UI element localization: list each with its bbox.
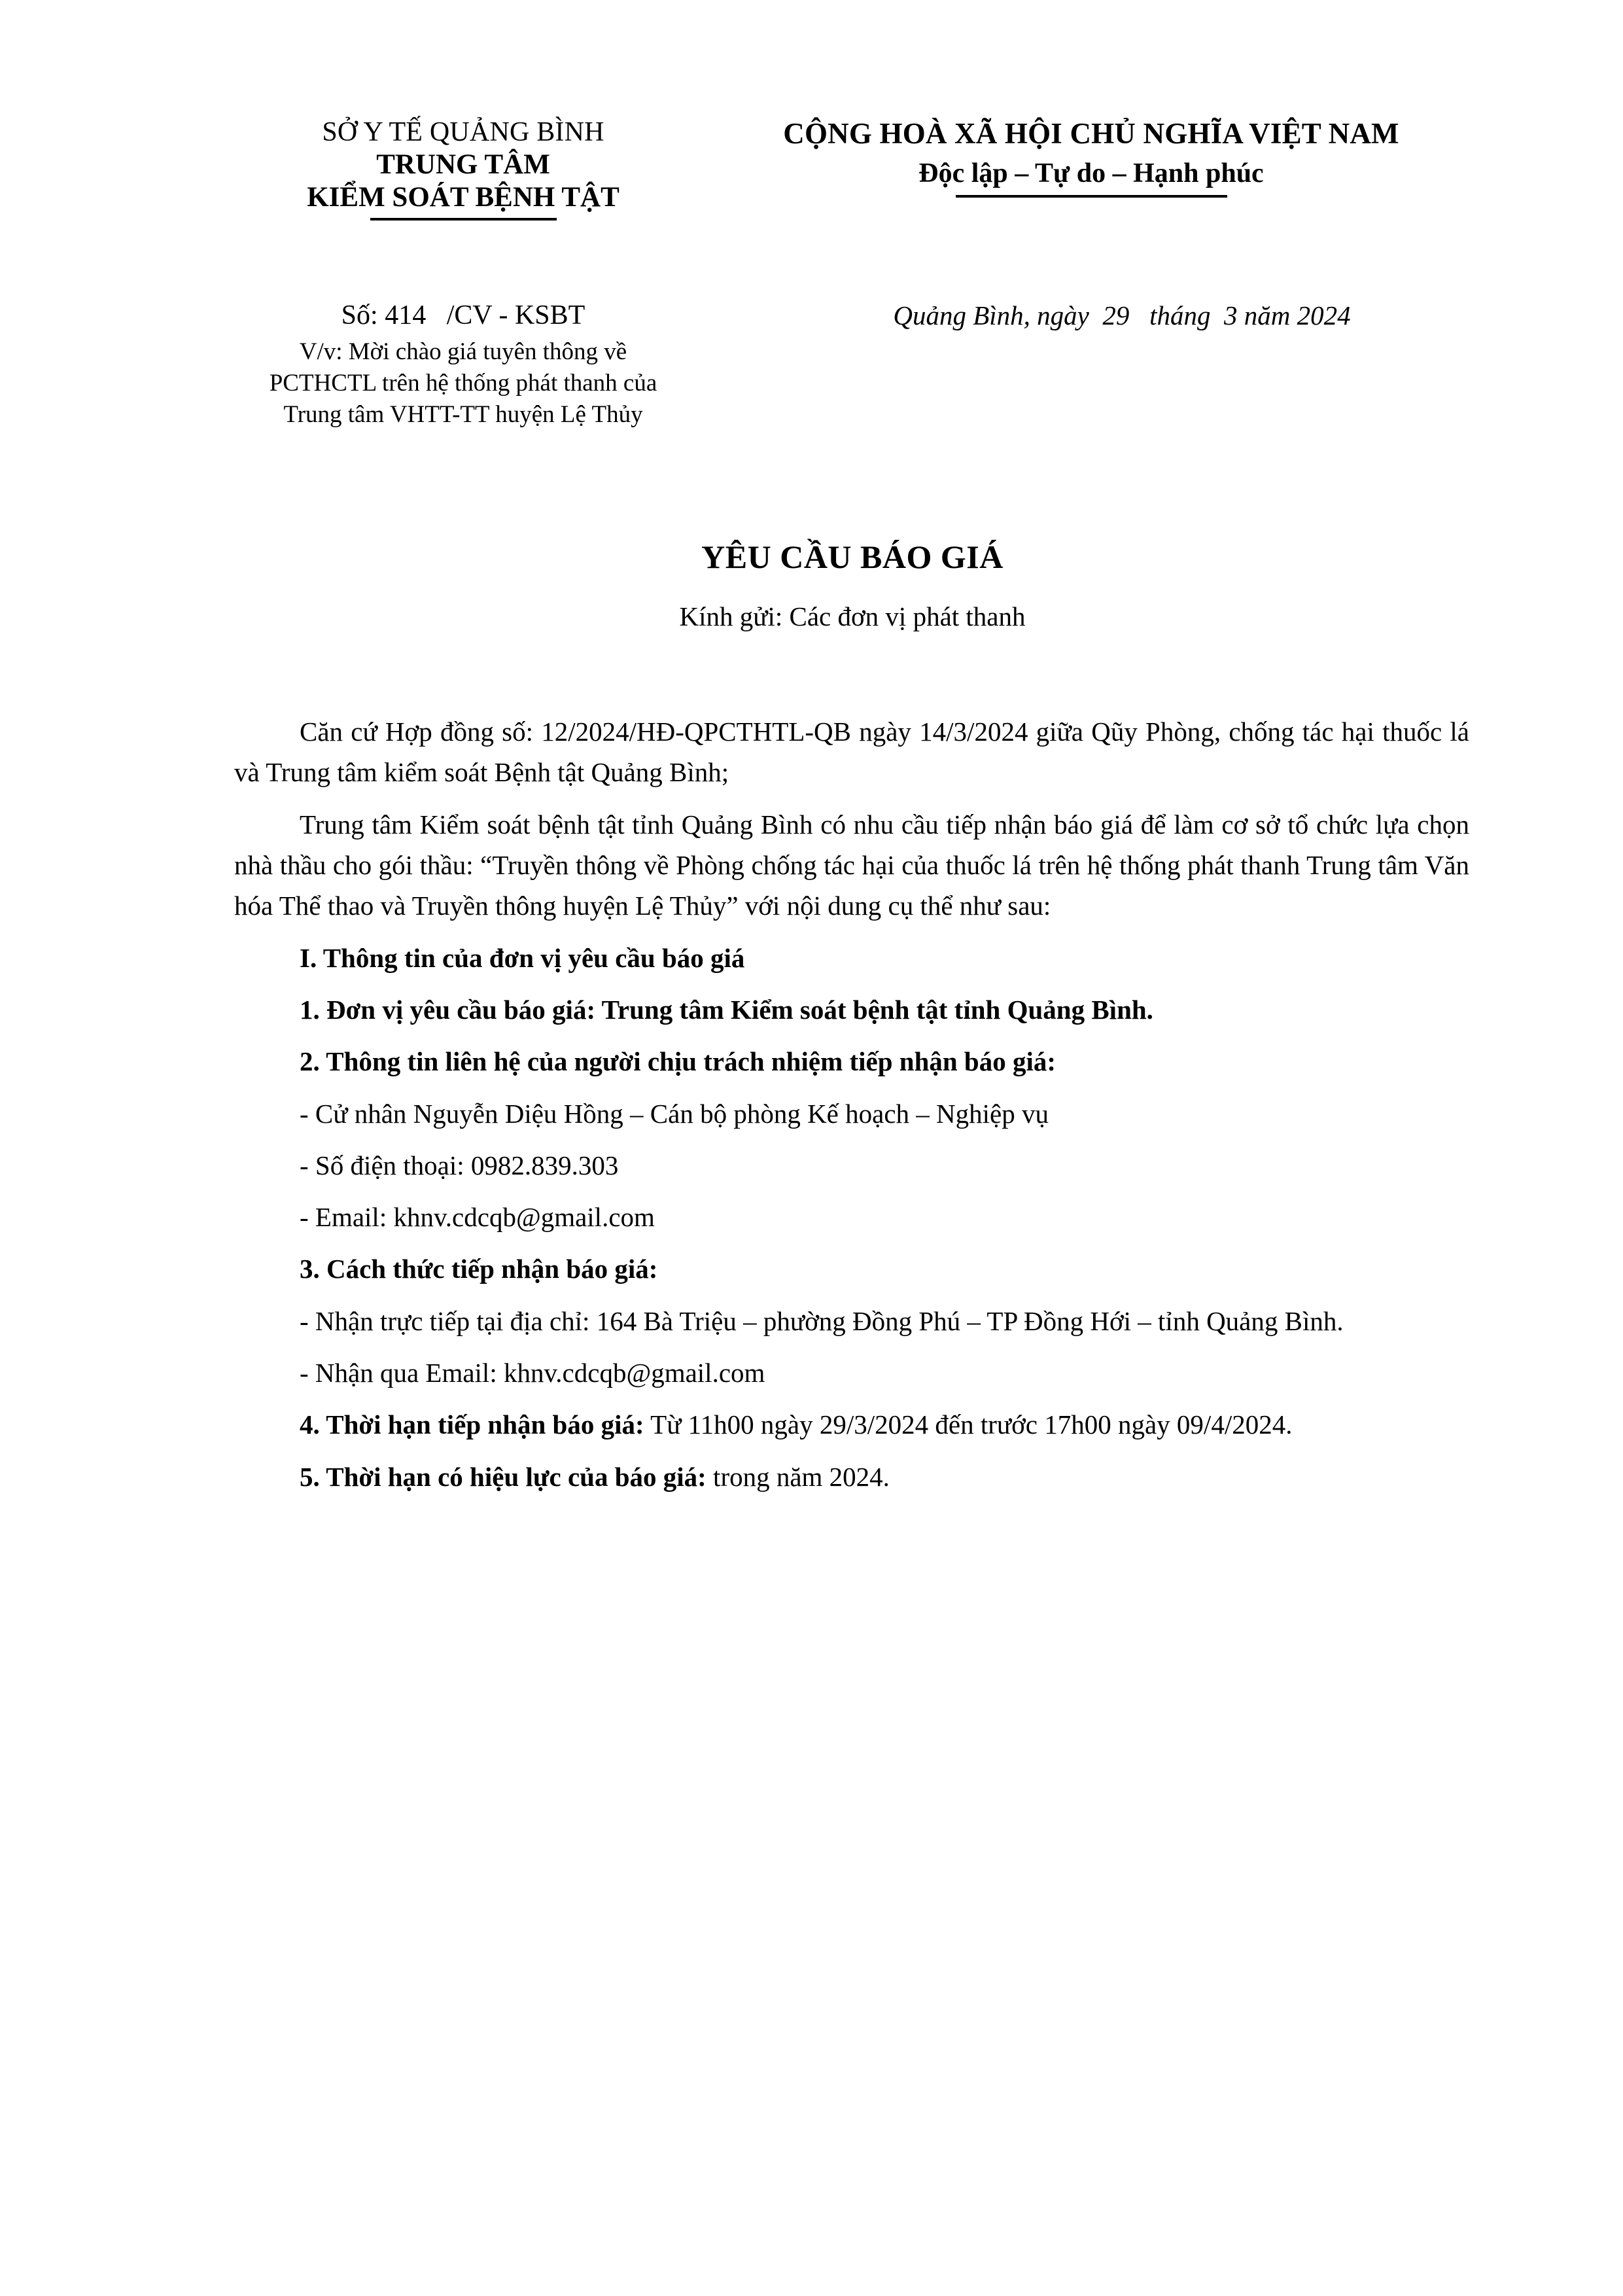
contact-person-name: - Cử nhân Nguyễn Diệu Hồng – Cán bộ phòng Kế hoạch – Nghiệp vụ (300, 1098, 1049, 1129)
contact-email: - Email: khnv.cdcqb@gmail.com (300, 1202, 655, 1233)
item-1-label: 1. Đơn vị yêu cầu báo giá: (300, 994, 596, 1025)
center-name-line2: KIỂM SOÁT BỆNH TẬT (307, 181, 620, 213)
department-name: SỞ Y TẾ QUẢNG BÌNH (322, 117, 604, 147)
page-title: YÊU CẦU BÁO GIÁ (701, 539, 1003, 575)
item-5-validity (234, 1457, 1469, 1497)
subject-line-1: V/v: Mời chào giá tuyên thông về (299, 338, 627, 365)
national-motto-underline-rule (956, 195, 1227, 198)
document-subject (234, 336, 692, 431)
document-number: Số: 414 /CV - KSBT (341, 300, 585, 330)
place-and-date: Quảng Bình, ngày 29 tháng 3 năm 2024 (893, 300, 1351, 330)
subject-line-2: PCTHCTL trên hệ thống phát thanh của (269, 369, 657, 397)
subject-line-3: Trung tâm VHTT-TT huyện Lệ Thủy (283, 400, 643, 428)
document-header (234, 116, 1471, 221)
item-1-value: Trung tâm Kiểm soát bệnh tật tỉnh Quảng Bình. (595, 994, 1153, 1025)
item-1-requesting-unit (234, 989, 1469, 1030)
paragraph-legal-basis: Căn cứ Hợp đồng số: 12/2024/HĐ-QPCTHTL-QB ngày 14/3/2024 giữa Qũy Phòng, chống tác hại thuốc lá và Trung tâm kiểm soát Bệnh tật Quảng Bình; (234, 716, 1469, 788)
item-4-deadline (234, 1404, 1469, 1445)
item-4-label: 4. Thời hạn tiếp nhận báo giá: (300, 1409, 644, 1440)
issuing-organization-block (234, 116, 692, 221)
item-3-submission-heading: 3. Cách thức tiếp nhận báo giá: (300, 1254, 658, 1284)
country-name: CỘNG HOÀ XÃ HỘI CHỦ NGHĨA VIỆT NAM (783, 117, 1399, 150)
national-heading-block (692, 116, 1471, 198)
section-heading-I: I. Thông tin của đơn vị yêu cầu báo giá (300, 942, 745, 973)
center-name-line1: TRUNG TÂM (376, 149, 550, 180)
document-number-block (234, 300, 692, 431)
contact-phone: - Số điện thoại: 0982.839.303 (300, 1150, 619, 1180)
recipient-line: Kính gửi: Các đơn vị phát thanh (679, 601, 1026, 631)
submission-in-person: - Nhận trực tiếp tại địa chỉ: 164 Bà Triệu – phường Đồng Phú – TP Đồng Hới – tỉnh Quảng Bình. (300, 1305, 1344, 1336)
submission-by-email: - Nhận qua Email: khnv.cdcqb@gmail.com (300, 1358, 765, 1388)
item-2-contact-heading: 2. Thông tin liên hệ của người chịu trách nhiệm tiếp nhận báo giá: (300, 1046, 1056, 1077)
item-4-value: Từ 11h00 ngày 29/3/2024 đến trước 17h00 ngày 09/4/2024. (644, 1409, 1293, 1440)
national-motto: Độc lập – Tự do – Hạnh phúc (918, 158, 1264, 189)
organization-underline-rule (370, 218, 557, 221)
document-body (234, 711, 1469, 1508)
item-5-value: trong năm 2024. (706, 1461, 890, 1492)
paragraph-purpose: Trung tâm Kiểm soát bệnh tật tỉnh Quảng Bình có nhu cầu tiếp nhận báo giá để làm cơ sở tổ chức lựa chọn nhà thầu cho gói thầu: “Truyền thông về Phòng chống tác hại của thuốc lá trên hệ thống phát thanh Trung tâm Văn hóa Thể thao và Truyền thông huyện Lệ Thủy” với nội dung cụ thể như sau: (234, 809, 1469, 921)
item-5-label: 5. Thời hạn có hiệu lực của báo giá: (300, 1461, 707, 1492)
